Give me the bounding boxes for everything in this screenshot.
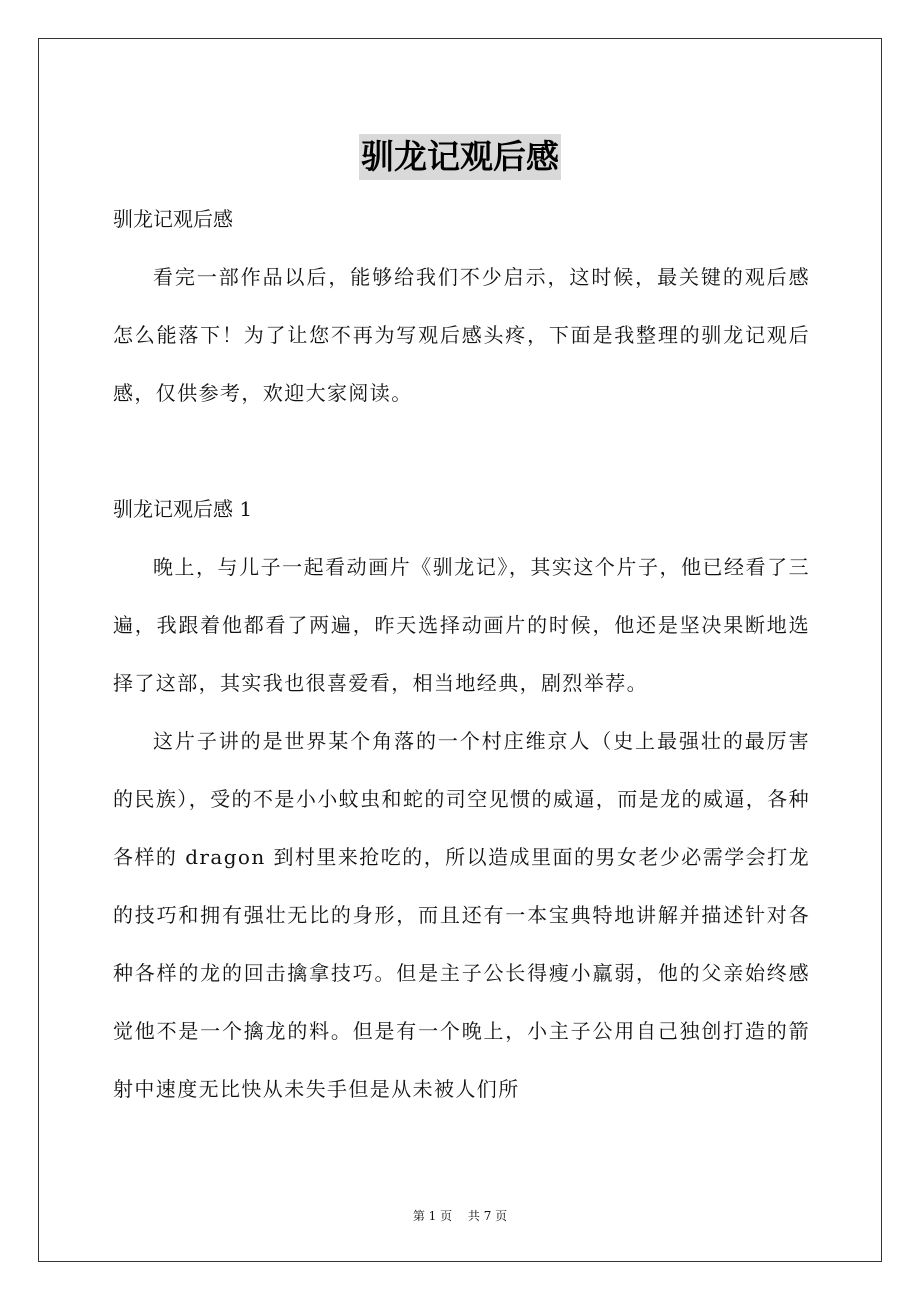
section1-heading: 驯龙记观后感 1 xyxy=(113,497,253,521)
section1-paragraph-2: 这片子讲的是世界某个角落的一个村庄维京人（史上最强壮的最厉害的民族），受的不是小小蚊虫和蛇的司空见惯的威逼，而是龙的威逼，各种各样的 dragon 到村里来抢吃的，所以造成里面的男女老少必需学会打龙的技巧和拥有强壮无比的身形，而且还有一本宝典特地讲解并描述针对各种各样的龙的回击擒拿技巧。但是主子公长得瘦小羸弱，他的父亲始终感觉他不是一个擒龙的料。但是有一个晚上，小主子公用自己独创打造的箭射中速度无比快从未失手但是从未被人们所 xyxy=(113,729,810,1101)
page-footer xyxy=(0,1207,920,1224)
document-title: 驯龙记观后感 xyxy=(359,134,561,180)
page-number: 第 1 页 xyxy=(412,1209,453,1223)
section-spacer xyxy=(113,422,810,480)
title-container xyxy=(0,112,920,202)
section1-paragraph-1: 晚上，与儿子一起看动画片《驯龙记》，其实这个片子，他已经看了三遍，我跟着他都看了两遍，昨天选择动画片的时候，他还是坚决果断地选择了这部，其实我也很喜爱看，相当地经典，剧烈举荐。 xyxy=(113,555,810,695)
intro-heading: 驯龙记观后感 xyxy=(113,207,233,231)
document-body xyxy=(113,190,810,1118)
page-total: 共 7 页 xyxy=(467,1209,508,1223)
intro-paragraph: 看完一部作品以后，能够给我们不少启示，这时候，最关键的观后感怎么能落下！为了让您不再为写观后感头疼，下面是我整理的驯龙记观后感，仅供参考，欢迎大家阅读。 xyxy=(113,265,810,405)
